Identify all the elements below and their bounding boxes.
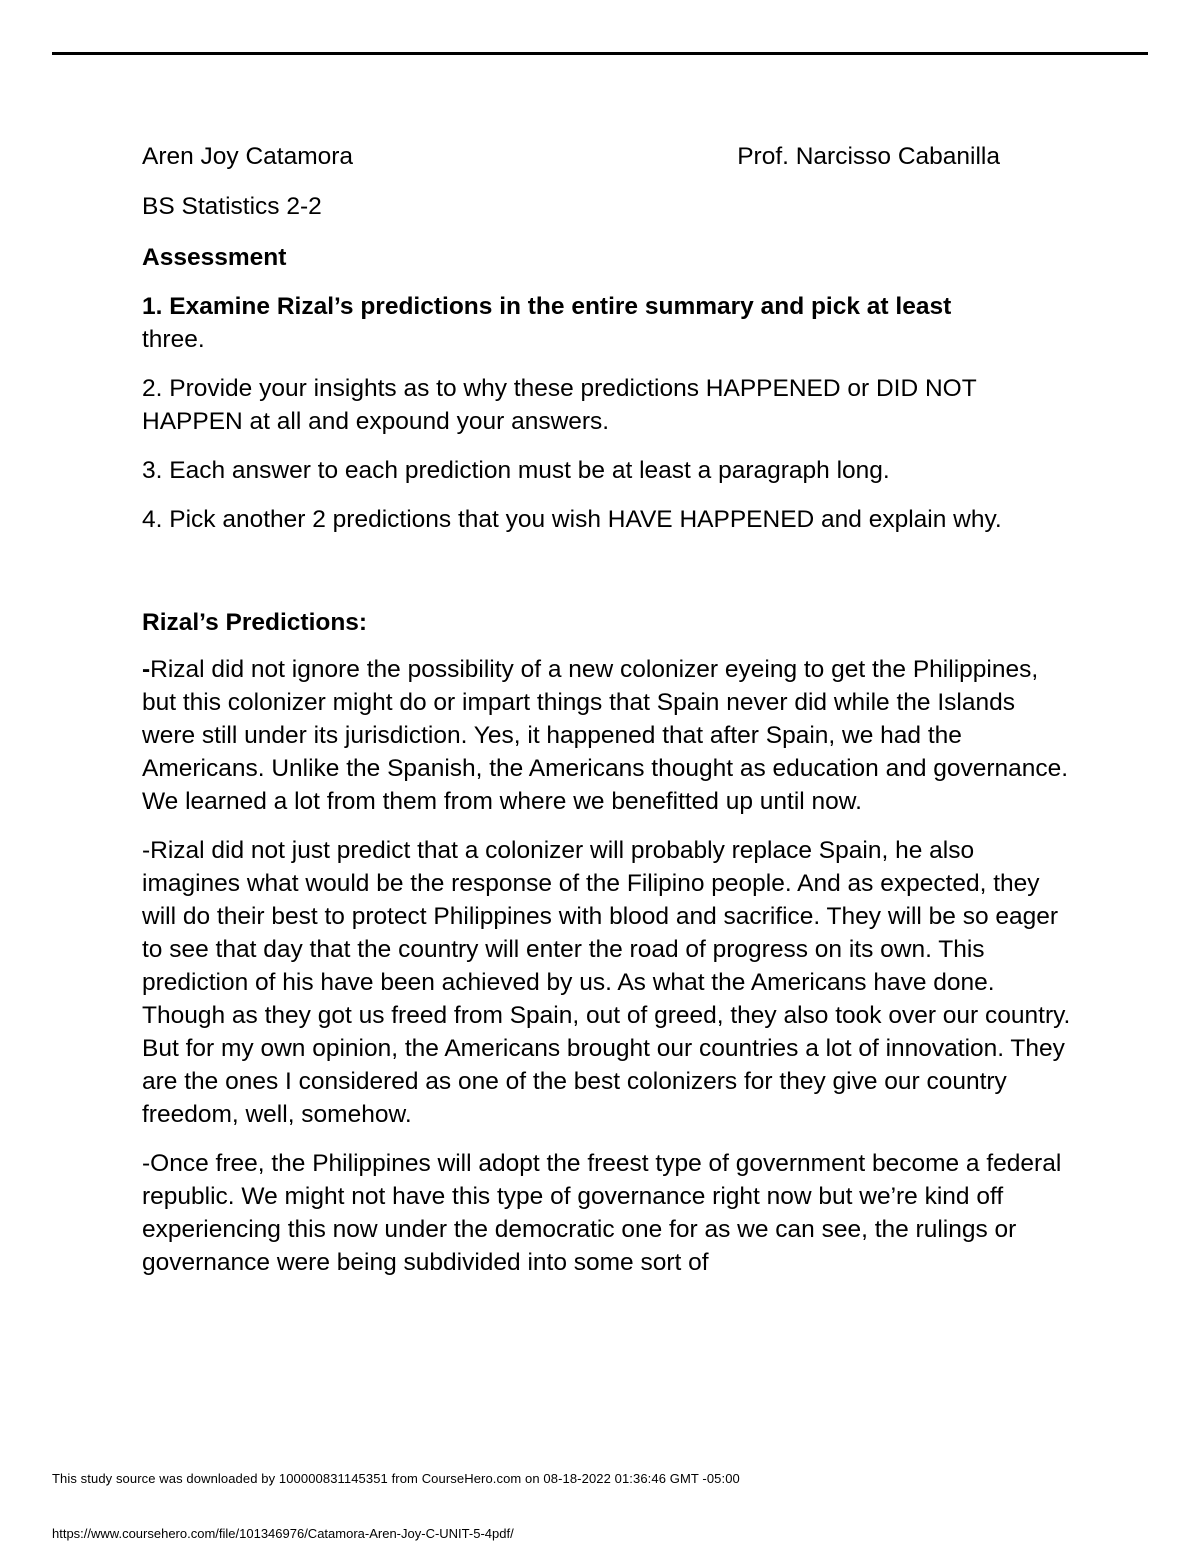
instruction-item-1: [142, 290, 1072, 356]
prediction-1-text: Rizal did not ignore the possibility of a new colonizer eyeing to get the Philippines, but this colonizer might do or impart things that Spain never did while the Islands were still under its jurisdiction. Yes, it happened that after Spain, we had the Americans. Unlike the Spanish, the Americans thought as education and governance. We learned a lot from them from where we benefitted up until now.: [142, 656, 1069, 815]
instruction-item-1-text: 1. Examine Rizal’s predictions in the entire summary and pick at least: [142, 293, 952, 320]
instruction-item-4: 4. Pick another 2 predictions that you wish HAVE HAPPENED and explain why.: [142, 506, 1002, 533]
header-row: [142, 140, 1000, 173]
course-section: BS Statistics 2-2: [142, 193, 322, 220]
predictions-heading: Rizal’s Predictions:: [142, 609, 368, 636]
prediction-paragraph-1: [142, 653, 1072, 818]
professor-name: Prof. Narcisso Cabanilla: [737, 143, 1000, 170]
instruction-item-1-cont: three.: [142, 326, 205, 353]
source-url: https://www.coursehero.com/file/101346976/Catamora-Aren-Joy-C-UNIT-5-4pdf/: [52, 1526, 514, 1541]
top-horizontal-rule: [52, 52, 1148, 55]
instruction-item-2: 2. Provide your insights as to why these predictions HAPPENED or DID NOT HAPPEN at all and expound your answers.: [142, 375, 977, 435]
prediction-1-dash: -: [142, 656, 151, 683]
prediction-paragraph-3: -Once free, the Philippines will adopt the freest type of government become a federal republic. We might not have this type of governance right now but we’re kind off experiencing this now under the democratic one for as we can see, the rulings or governance were being subdivided into some sort of: [142, 1150, 1062, 1276]
assessment-heading: Assessment: [142, 244, 287, 271]
prediction-paragraph-2: -Rizal did not just predict that a colonizer will probably replace Spain, he also imagines what would be the response of the Filipino people. And as expected, they will do their best to protect Philippines with blood and sacrifice. They will be so eager to see that day that the country will enter the road of progress on its own. This prediction of his have been achieved by us. As what the Americans have done. Though as they got us freed from Spain, out of greed, they also took over our country. But for my own opinion, the Americans brought our countries a lot of innovation. They are the ones I considered as one of the best colonizers for they give our country freedom, well, somehow.: [142, 837, 1071, 1128]
student-name: Aren Joy Catamora: [142, 143, 354, 170]
instruction-item-3: 3. Each answer to each prediction must be at least a paragraph long.: [142, 457, 890, 484]
document-body: [142, 140, 1072, 1295]
download-source-note: This study source was downloaded by 100000831145351 from CourseHero.com on 08-18-2022 01:36:46 GMT -05:00: [52, 1471, 740, 1486]
